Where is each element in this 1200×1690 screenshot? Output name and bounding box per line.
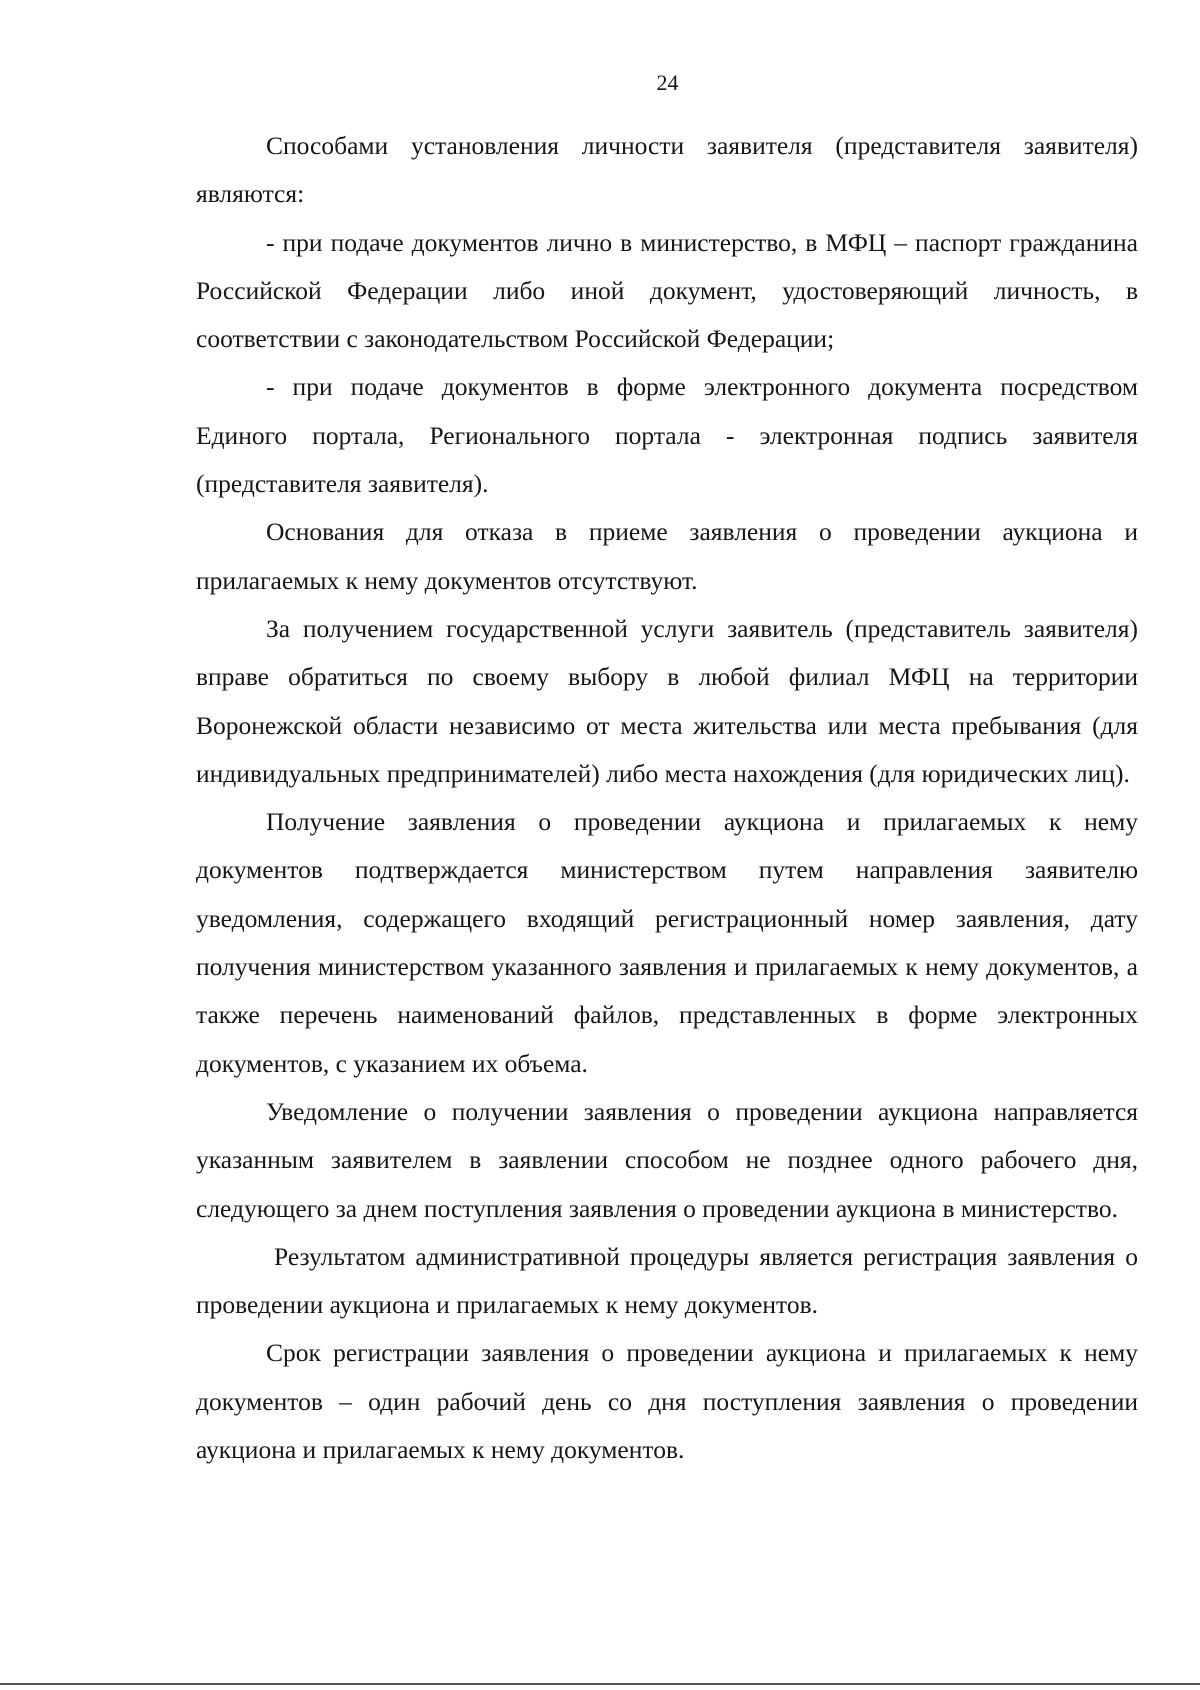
paragraph-identity-methods: Способами установления личности заявителя (представителя заявителя) являются:	[196, 131, 1138, 209]
page-bottom-rule	[0, 1683, 1200, 1685]
paragraph-in-person-submission: - при подаче документов лично в министерство, в МФЦ – паспорт гражданина Российской Федерации либо иной документ, удостоверяющий личность, в соответствии с законодательством Российской Федерации;	[196, 227, 1138, 354]
paragraph-procedure-result: Результатом административной процедуры является регистрация заявления о проведении аукциона и прилагаемых к нему документов.	[196, 1241, 1138, 1320]
document-body	[196, 122, 1138, 1474]
paragraph-receipt-confirmation: Получение заявления о проведении аукциона и прилагаемых к нему документов подтверждается министерством путем направления заявителю уведомления, содержащего входящий регистрационный номер заявления, дату получения министерством указанного заявления и прилагаемых к нему документов, а также перечень наименований файлов, представленных в форме электронных документов, с указанием их объема.	[196, 807, 1138, 1078]
paragraph-notification: Уведомление о получении заявления о проведении аукциона направляется указанным заявителем в заявлении способом не позднее одного рабочего дня, следующего за днем поступления заявления о проведении аукциона в министерство.	[196, 1096, 1138, 1223]
page-number: 24	[656, 70, 679, 95]
paragraph-refusal-grounds: Основания для отказа в приеме заявления о проведении аукциона и прилагаемых к нему документов отсутствуют.	[196, 517, 1138, 595]
paragraph-registration-term: Срок регистрации заявления о проведении аукциона и прилагаемых к нему документов – один рабочий день со дня поступления заявления о проведении аукциона и прилагаемых к нему документов.	[196, 1338, 1138, 1465]
paragraph-electronic-submission: - при подаче документов в форме электронного документа посредством Единого портала, Регионального портала - электронная подпись заявителя (представителя заявителя).	[196, 372, 1138, 499]
paragraph-mfc-branch: За получением государственной услуги заявитель (представитель заявителя) вправе обратиться по своему выбору в любой филиал МФЦ на территории Воронежской области независимо от места жительства или места пребывания (для индивидуальных предпринимателей) либо места нахождения (для юридических лиц).	[196, 613, 1138, 788]
